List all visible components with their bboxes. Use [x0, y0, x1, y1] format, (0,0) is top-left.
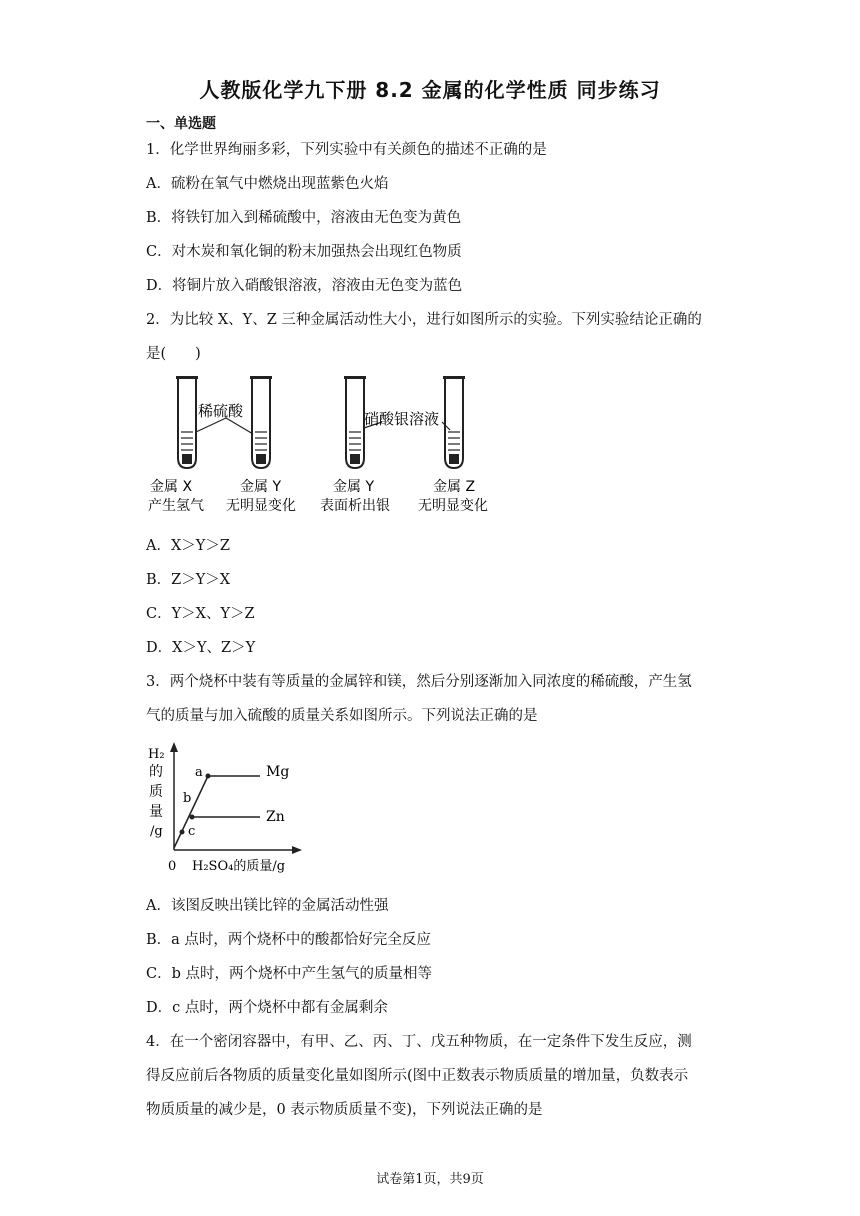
q4-stem-line2: 得反应前后各物质的质量变化量如图所示(图中正数表示物质质量的增加量，负数表示 — [146, 1068, 689, 1084]
graph-x-label: H₂SO₄的质量/g — [192, 859, 286, 874]
graph-y-label-top: H₂ — [148, 747, 165, 762]
tube3-metal-label: 金属 Y — [333, 479, 375, 495]
tube3-result-label: 表面析出银 — [320, 498, 390, 514]
q1-option-d: D．将铜片放入硝酸银溶液，溶液由无色变为蓝色 — [146, 278, 463, 294]
q1-option-a: A．硫粉在氧气中燃烧出现蓝紫色火焰 — [146, 176, 389, 192]
page-title: 人教版化学九下册 8.2 金属的化学性质 同步练习 — [199, 78, 661, 102]
q3-option-c: C．b 点时，两个烧杯中产生氢气的质量相等 — [146, 966, 432, 982]
q3-option-b: B．a 点时，两个烧杯中的酸都恰好完全反应 — [146, 932, 431, 948]
graph-point-c: c — [188, 824, 196, 839]
reagent-label-silver-nitrate: 硝酸银溶液 — [364, 410, 440, 428]
q3-stem-line1: 3．两个烧杯中装有等质量的金属锌和镁，然后分别逐渐加入同浓度的稀硫酸，产生氢 — [146, 674, 692, 690]
tube1-result-label: 产生氢气 — [148, 498, 204, 514]
q2-option-c: C．Y＞X、Y＞Z — [146, 606, 255, 622]
q2-option-b: B．Z＞Y＞X — [146, 572, 231, 588]
tube2-result-label: 无明显变化 — [226, 498, 296, 514]
tube2-metal-label: 金属 Y — [240, 479, 282, 495]
q1-stem: 1．化学世界绚丽多彩，下列实验中有关颜色的描述不正确的是 — [146, 142, 547, 158]
section-heading: 一、单选题 — [146, 116, 216, 132]
hydrogen-mass-graph — [146, 740, 306, 880]
q4-stem-line1: 4．在一个密闭容器中，有甲、乙、丙、丁、戊五种物质，在一定条件下发生反应，测 — [146, 1034, 692, 1050]
graph-point-a: a — [195, 765, 203, 780]
tube4-result-label: 无明显变化 — [418, 498, 488, 514]
q2-option-a: A．X＞Y＞Z — [146, 538, 230, 554]
graph-series-mg: Mg — [266, 764, 290, 780]
graph-origin: 0 — [168, 859, 177, 874]
q3-stem-line2: 气的质量与加入硫酸的质量关系如图所示。下列说法正确的是 — [146, 708, 538, 724]
reagent-label-sulfuric-acid: 稀硫酸 — [198, 402, 244, 420]
q2-stem-line2: 是( ) — [146, 346, 201, 362]
q3-option-d: D．c 点时，两个烧杯中都有金属剩余 — [146, 1000, 388, 1016]
q2-stem-line1: 2．为比较 X、Y、Z 三种金属活动性大小，进行如图所示的实验。下列实验结论正确的 — [146, 312, 702, 328]
graph-series-zn: Zn — [266, 809, 285, 825]
graph-y-label-char1: 的 — [149, 764, 163, 780]
tube4-metal-label: 金属 Z — [433, 479, 476, 495]
tube1-metal-label: 金属 X — [150, 479, 193, 495]
q2-option-d: D．X＞Y、Z＞Y — [146, 640, 256, 656]
q3-option-a: A．该图反映出镁比锌的金属活动性强 — [146, 898, 389, 914]
graph-y-unit: /g — [150, 824, 163, 839]
q1-option-c: C．对木炭和氧化铜的粉末加强热会出现红色物质 — [146, 244, 462, 260]
page-footer: 试卷第1页，共9页 — [376, 1172, 484, 1187]
graph-point-b: b — [183, 791, 192, 806]
test-tube-figure — [140, 372, 510, 520]
q4-stem-line3: 物质质量的减少是，0 表示物质质量不变)，下列说法正确的是 — [146, 1102, 543, 1118]
graph-y-label-char3: 量 — [149, 804, 163, 820]
q1-option-b: B．将铁钉加入到稀硫酸中，溶液由无色变为黄色 — [146, 210, 462, 226]
graph-y-label-char2: 质 — [149, 784, 163, 800]
